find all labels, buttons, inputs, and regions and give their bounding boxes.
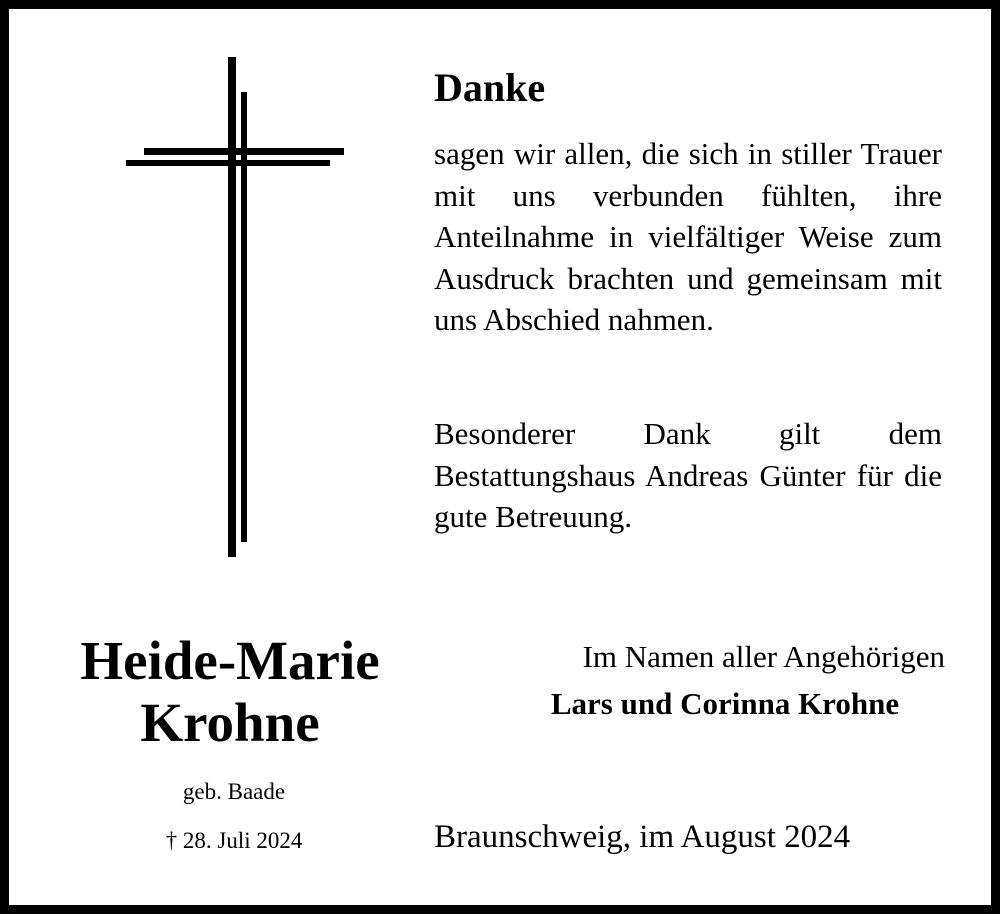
notice-heading: Danke — [434, 65, 546, 110]
death-date: † 28. Juli 2024 — [165, 828, 303, 853]
maiden-name: geb. Baade — [182, 779, 286, 804]
place-date: Braunschweig, im August 2024 — [434, 819, 851, 855]
on-behalf-line: Im Namen aller Angehörigen — [582, 639, 945, 674]
cross-icon — [120, 52, 350, 562]
thanks-paragraph: sagen wir allen, die sich in stiller Trauer mit uns verbunden fühlten, ihre Anteilnahme in vielfältiger Weise zum Ausdruck brachten und gemeinsam mit uns Abschied nahmen. — [434, 136, 942, 337]
special-thanks-paragraph: Besonderer Dank gilt dem Bestattungshaus Andreas Günter für die gute Betreuung. — [434, 416, 942, 534]
deceased-last-name: Krohne — [140, 692, 320, 753]
deceased-first-name: Heide-Marie — [80, 630, 380, 691]
deceased-name — [30, 630, 430, 754]
signers: Lars und Corinna Krohne — [550, 686, 900, 721]
